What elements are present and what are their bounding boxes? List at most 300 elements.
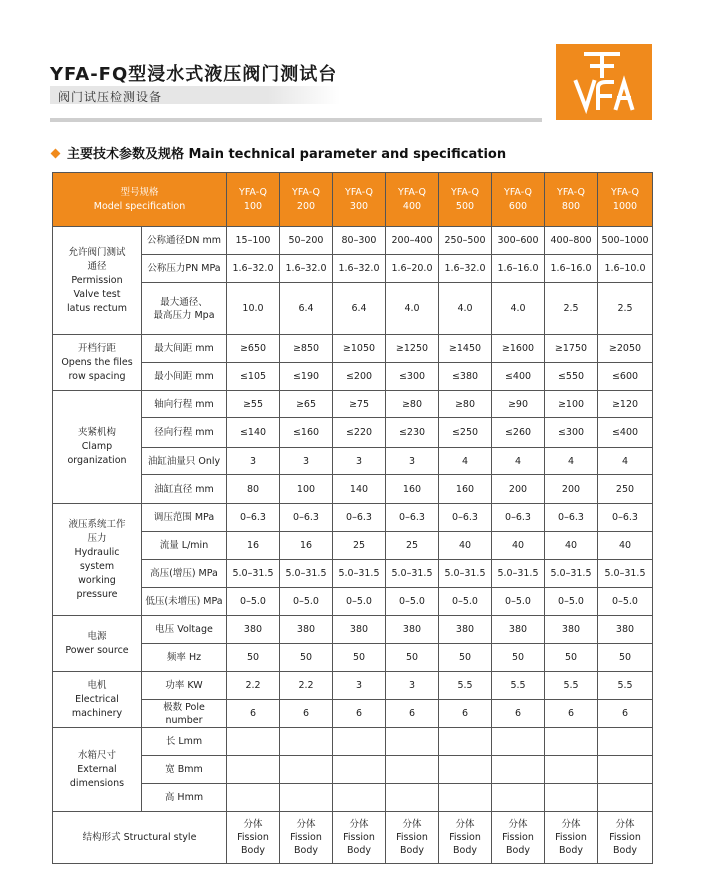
param-label-line: 最大通径、: [160, 296, 208, 308]
structure-value-line: Fission: [555, 832, 587, 843]
group-label: [53, 672, 142, 728]
value-cell: 1.6–32.0: [227, 255, 280, 283]
group-label-line: 压力: [87, 532, 107, 544]
corner-header-line: 型号规格: [120, 186, 159, 198]
table-row: [53, 644, 653, 672]
value-cell: 3: [280, 448, 333, 475]
value-cell: [545, 728, 598, 756]
value-cell: 6: [386, 700, 439, 728]
group-label-line: machinery: [71, 707, 123, 719]
model-header-prefix: YFA-Q: [451, 186, 479, 198]
table-row: [53, 418, 653, 448]
value-cell: 0–6.3: [386, 504, 439, 532]
value-cell: ≤160: [280, 418, 333, 448]
structure-value-line: Body: [559, 845, 583, 856]
value-cell: [227, 784, 280, 812]
value-cell: 1.6–16.0: [545, 255, 598, 283]
value-cell: 5.5: [492, 672, 545, 700]
value-cell: 0–6.3: [280, 504, 333, 532]
value-cell: 380: [598, 616, 653, 644]
value-cell: ≤190: [280, 363, 333, 391]
value-cell: 16: [280, 532, 333, 560]
value-cell: 6: [545, 700, 598, 728]
group-label-line: system: [79, 560, 115, 572]
value-cell: 5.0–31.5: [227, 560, 280, 588]
value-cell: 6: [227, 700, 280, 728]
value-cell: 4: [439, 448, 492, 475]
value-cell: 16: [227, 532, 280, 560]
value-cell: ≥55: [227, 391, 280, 418]
table-row: [53, 616, 653, 644]
param-label-line: 电压 Voltage: [155, 624, 213, 635]
structure-label: 结构形式 Structural style: [53, 812, 227, 864]
group-label-line: working: [78, 574, 116, 586]
value-cell: ≤220: [333, 418, 386, 448]
value-cell: 0–5.0: [439, 588, 492, 616]
model-header: [333, 173, 386, 227]
value-cell: 50: [492, 644, 545, 672]
value-cell: [545, 756, 598, 784]
group-label-line: Valve test: [73, 288, 121, 300]
value-cell: [333, 756, 386, 784]
value-cell: 4.0: [386, 283, 439, 335]
param-label: [142, 756, 227, 784]
structure-value-line: 分体: [349, 819, 369, 830]
value-cell: 380: [333, 616, 386, 644]
group-label-line: row spacing: [68, 370, 126, 382]
value-cell: 3: [386, 672, 439, 700]
value-cell: ≥90: [492, 391, 545, 418]
table-row: [53, 784, 653, 812]
model-header-prefix: YFA-Q: [345, 186, 373, 198]
value-cell: ≥1600: [492, 335, 545, 363]
value-cell: [545, 784, 598, 812]
param-label: [142, 475, 227, 504]
value-cell: 0–6.3: [545, 504, 598, 532]
value-cell: 0–6.3: [227, 504, 280, 532]
model-header-size: 1000: [612, 200, 638, 212]
structure-value: [386, 812, 439, 864]
param-label-line: 低压(未增压) MPa: [145, 596, 223, 607]
value-cell: 50: [598, 644, 653, 672]
value-cell: 100: [280, 475, 333, 504]
structure-value-line: Body: [613, 845, 637, 856]
group-label: [53, 227, 142, 335]
value-cell: 0–5.0: [598, 588, 653, 616]
table-row: [53, 363, 653, 391]
structure-value: [598, 812, 653, 864]
model-header: [386, 173, 439, 227]
group-label-line: Permission: [71, 274, 123, 286]
value-cell: 3: [386, 448, 439, 475]
param-label-line: 功率 KW: [165, 680, 203, 691]
value-cell: 160: [386, 475, 439, 504]
value-cell: 1.6–10.0: [598, 255, 653, 283]
group-label: [53, 391, 142, 504]
value-cell: 2.5: [598, 283, 653, 335]
model-header-prefix: YFA-Q: [398, 186, 426, 198]
model-header-prefix: YFA-Q: [292, 186, 320, 198]
value-cell: ≤400: [598, 418, 653, 448]
value-cell: [598, 784, 653, 812]
value-cell: 380: [227, 616, 280, 644]
value-cell: 40: [545, 532, 598, 560]
value-cell: 25: [386, 532, 439, 560]
value-cell: 380: [386, 616, 439, 644]
table-row: [53, 448, 653, 475]
value-cell: 3: [333, 448, 386, 475]
value-cell: ≥80: [439, 391, 492, 418]
value-cell: ≤105: [227, 363, 280, 391]
param-label-line: 公称通径DN mm: [147, 235, 221, 246]
model-header-size: 800: [561, 200, 581, 212]
value-cell: 2.5: [545, 283, 598, 335]
value-cell: 200: [492, 475, 545, 504]
group-label: [53, 728, 142, 812]
param-label-line: 流量 L/min: [159, 540, 209, 551]
structure-value-line: Fission: [237, 832, 269, 843]
model-header: [439, 173, 492, 227]
value-cell: 0–5.0: [333, 588, 386, 616]
value-cell: 80–300: [333, 227, 386, 255]
param-label: [142, 588, 227, 616]
param-label: [142, 227, 227, 255]
param-label: [142, 418, 227, 448]
value-cell: 5.0–31.5: [333, 560, 386, 588]
group-label-line: organization: [67, 455, 127, 466]
structure-value-line: 分体: [561, 819, 581, 830]
param-label-line: 油缸直径 mm: [154, 483, 214, 495]
value-cell: 40: [439, 532, 492, 560]
table-row: [53, 672, 653, 700]
value-cell: 0–6.3: [492, 504, 545, 532]
value-cell: 200: [545, 475, 598, 504]
structure-value: [227, 812, 280, 864]
param-label: [142, 504, 227, 532]
value-cell: [598, 756, 653, 784]
table-row: [53, 227, 653, 255]
param-label-line: 最小间距 mm: [154, 371, 214, 382]
value-cell: [280, 728, 333, 756]
table-row: [53, 560, 653, 588]
model-header: [598, 173, 653, 227]
value-cell: 0–5.0: [227, 588, 280, 616]
value-cell: ≥100: [545, 391, 598, 418]
value-cell: ≤400: [492, 363, 545, 391]
subtitle-text: 阀门试压检测设备: [58, 90, 163, 104]
value-cell: [386, 756, 439, 784]
value-cell: 0–5.0: [545, 588, 598, 616]
corner-header: [53, 173, 227, 227]
value-cell: [439, 728, 492, 756]
value-cell: [227, 756, 280, 784]
value-cell: 5.5: [545, 672, 598, 700]
table-row: [53, 588, 653, 616]
value-cell: ≥1250: [386, 335, 439, 363]
value-cell: 1.6–32.0: [280, 255, 333, 283]
param-label: [142, 335, 227, 363]
structure-value-line: Fission: [396, 832, 428, 843]
group-label: [53, 335, 142, 391]
group-label-line: 夹紧机构: [77, 427, 116, 438]
structure-value-line: Fission: [609, 832, 641, 843]
header-row: [53, 173, 653, 227]
structure-value-line: Fission: [343, 832, 375, 843]
structure-value-line: Fission: [502, 832, 534, 843]
value-cell: ≥1450: [439, 335, 492, 363]
group-label-line: Opens the files: [61, 356, 133, 368]
structure-value: [439, 812, 492, 864]
value-cell: ≥75: [333, 391, 386, 418]
group-label-line: 开档行距: [77, 342, 116, 354]
spec-table: [52, 172, 653, 864]
value-cell: 5.0–31.5: [492, 560, 545, 588]
group-label-line: pressure: [76, 588, 118, 600]
subtitle-banner: [50, 86, 340, 104]
value-cell: ≥650: [227, 335, 280, 363]
value-cell: 1.6–32.0: [439, 255, 492, 283]
value-cell: 6: [333, 700, 386, 728]
structure-value-line: Body: [506, 845, 530, 856]
value-cell: 1.6–32.0: [333, 255, 386, 283]
model-header-prefix: YFA-Q: [557, 186, 585, 198]
model-header-size: 400: [402, 200, 422, 212]
param-label: [142, 532, 227, 560]
value-cell: 6: [598, 700, 653, 728]
value-cell: 5.0–31.5: [280, 560, 333, 588]
param-label-line: 频率 Hz: [166, 652, 202, 663]
value-cell: ≤300: [545, 418, 598, 448]
value-cell: [333, 784, 386, 812]
value-cell: ≤260: [492, 418, 545, 448]
structure-value-line: 分体: [455, 819, 475, 830]
section-heading: [52, 143, 506, 162]
value-cell: [333, 728, 386, 756]
structure-value-line: 分体: [508, 819, 528, 830]
value-cell: 1.6–16.0: [492, 255, 545, 283]
group-label-line: Power source: [65, 644, 129, 656]
table-row: [53, 335, 653, 363]
value-cell: ≥1050: [333, 335, 386, 363]
value-cell: 80: [227, 475, 280, 504]
param-label-line: 高 Hmm: [164, 792, 204, 803]
value-cell: 50: [227, 644, 280, 672]
structure-row: [53, 812, 653, 864]
param-label: [142, 391, 227, 418]
value-cell: 400–800: [545, 227, 598, 255]
group-label-line: External: [77, 763, 117, 775]
value-cell: 4: [492, 448, 545, 475]
value-cell: ≤600: [598, 363, 653, 391]
value-cell: 5.0–31.5: [598, 560, 653, 588]
group-label-line: 电机: [87, 679, 107, 691]
structure-value-line: Body: [294, 845, 318, 856]
structure-value-line: Body: [453, 845, 477, 856]
model-header-size: 100: [243, 200, 263, 212]
table-row: [53, 700, 653, 728]
model-header-size: 300: [349, 200, 369, 212]
value-cell: 0–5.0: [386, 588, 439, 616]
table-row: [53, 283, 653, 335]
param-label-line: 高压(增压) MPa: [150, 568, 218, 579]
value-cell: 500–1000: [598, 227, 653, 255]
value-cell: 6: [492, 700, 545, 728]
param-label-line: 长 Lmm: [165, 736, 203, 747]
model-header: [492, 173, 545, 227]
value-cell: 5.5: [598, 672, 653, 700]
structure-value-line: 分体: [243, 819, 263, 830]
value-cell: 0–5.0: [280, 588, 333, 616]
value-cell: 6.4: [280, 283, 333, 335]
value-cell: 40: [598, 532, 653, 560]
value-cell: 5.0–31.5: [386, 560, 439, 588]
value-cell: 2.2: [280, 672, 333, 700]
structure-value-line: 分体: [296, 819, 316, 830]
table-row: [53, 255, 653, 283]
value-cell: 50–200: [280, 227, 333, 255]
value-cell: 250–500: [439, 227, 492, 255]
value-cell: 4: [545, 448, 598, 475]
structure-value-line: Body: [241, 845, 265, 856]
structure-value-line: Fission: [290, 832, 322, 843]
param-label: [142, 784, 227, 812]
value-cell: 0–6.3: [439, 504, 492, 532]
value-cell: 50: [386, 644, 439, 672]
group-label-line: Hydraulic: [74, 546, 120, 558]
param-label-line: 最大间距 mm: [154, 343, 214, 354]
value-cell: 4.0: [492, 283, 545, 335]
group-label-line: 电源: [87, 630, 107, 642]
corner-header-line: Model specification: [93, 200, 186, 212]
value-cell: [439, 756, 492, 784]
model-header-prefix: YFA-Q: [239, 186, 267, 198]
value-cell: 160: [439, 475, 492, 504]
group-label-line: 液压系统工作: [68, 518, 126, 530]
param-label: [142, 255, 227, 283]
structure-value: [333, 812, 386, 864]
structure-value: [545, 812, 598, 864]
group-label-line: 通径: [87, 260, 107, 272]
model-header: [545, 173, 598, 227]
value-cell: ≤230: [386, 418, 439, 448]
value-cell: [492, 728, 545, 756]
value-cell: [386, 728, 439, 756]
value-cell: ≥80: [386, 391, 439, 418]
value-cell: [598, 728, 653, 756]
structure-value-line: Fission: [449, 832, 481, 843]
value-cell: 50: [545, 644, 598, 672]
group-label: [53, 504, 142, 616]
param-label-line: 调压范围 MPa: [153, 512, 215, 523]
value-cell: 380: [492, 616, 545, 644]
param-label: [142, 700, 227, 728]
value-cell: ≤200: [333, 363, 386, 391]
value-cell: [492, 784, 545, 812]
group-label-line: latus rectum: [67, 302, 127, 314]
value-cell: 300–600: [492, 227, 545, 255]
value-cell: 50: [280, 644, 333, 672]
value-cell: ≥2050: [598, 335, 653, 363]
value-cell: 6: [280, 700, 333, 728]
value-cell: ≤380: [439, 363, 492, 391]
structure-value-line: 分体: [402, 819, 422, 830]
value-cell: 2.2: [227, 672, 280, 700]
value-cell: ≤250: [439, 418, 492, 448]
page-title: YFA-FQ型浸水式液压阀门测试台: [50, 64, 338, 85]
value-cell: 200–400: [386, 227, 439, 255]
brand-logo: [556, 44, 652, 120]
table-row: [53, 475, 653, 504]
param-label: [142, 448, 227, 475]
table-row: [53, 756, 653, 784]
value-cell: 15–100: [227, 227, 280, 255]
value-cell: 4: [598, 448, 653, 475]
param-label-line: 极数 Pole number: [163, 701, 205, 726]
value-cell: 6.4: [333, 283, 386, 335]
param-label: [142, 363, 227, 391]
value-cell: 5.0–31.5: [545, 560, 598, 588]
value-cell: 3: [227, 448, 280, 475]
table-row: [53, 532, 653, 560]
value-cell: 380: [439, 616, 492, 644]
value-cell: ≥850: [280, 335, 333, 363]
model-header-prefix: YFA-Q: [504, 186, 532, 198]
value-cell: 380: [280, 616, 333, 644]
diamond-bullet-icon: [51, 149, 61, 159]
model-header: [280, 173, 333, 227]
value-cell: ≥65: [280, 391, 333, 418]
group-label-line: Clamp: [81, 441, 113, 452]
value-cell: 0–5.0: [492, 588, 545, 616]
logo-mark-icon: [556, 44, 652, 120]
value-cell: [280, 784, 333, 812]
value-cell: 380: [545, 616, 598, 644]
group-label-line: 允许阀门测试: [68, 246, 126, 258]
value-cell: ≤550: [545, 363, 598, 391]
table-row: [53, 391, 653, 418]
param-label: [142, 616, 227, 644]
value-cell: 4.0: [439, 283, 492, 335]
value-cell: 25: [333, 532, 386, 560]
value-cell: [386, 784, 439, 812]
value-cell: [439, 784, 492, 812]
value-cell: 6: [439, 700, 492, 728]
structure-value-line: Body: [347, 845, 371, 856]
value-cell: [280, 756, 333, 784]
param-label-line: 径向行程 mm: [154, 427, 214, 438]
param-label: [142, 672, 227, 700]
group-label-line: 水箱尺寸: [77, 749, 116, 761]
value-cell: 250: [598, 475, 653, 504]
value-cell: 50: [333, 644, 386, 672]
section-title: 主要技术参数及规格 Main technical parameter and specification: [67, 147, 507, 162]
param-label-line: 宽 Bmm: [165, 764, 203, 775]
model-header-size: 200: [296, 200, 316, 212]
value-cell: 1.6–20.0: [386, 255, 439, 283]
value-cell: 140: [333, 475, 386, 504]
value-cell: ≤140: [227, 418, 280, 448]
param-label-line: 最高压力 Mpa: [153, 309, 215, 321]
value-cell: ≥1750: [545, 335, 598, 363]
param-label-line: 公称压力PN MPa: [147, 263, 221, 274]
group-label-line: Electrical: [75, 693, 119, 705]
value-cell: 5.0–31.5: [439, 560, 492, 588]
param-label: [142, 283, 227, 335]
param-label-line: 油缸油量只 Only: [147, 455, 221, 467]
title-divider: [50, 118, 542, 122]
param-label: [142, 560, 227, 588]
value-cell: ≤300: [386, 363, 439, 391]
